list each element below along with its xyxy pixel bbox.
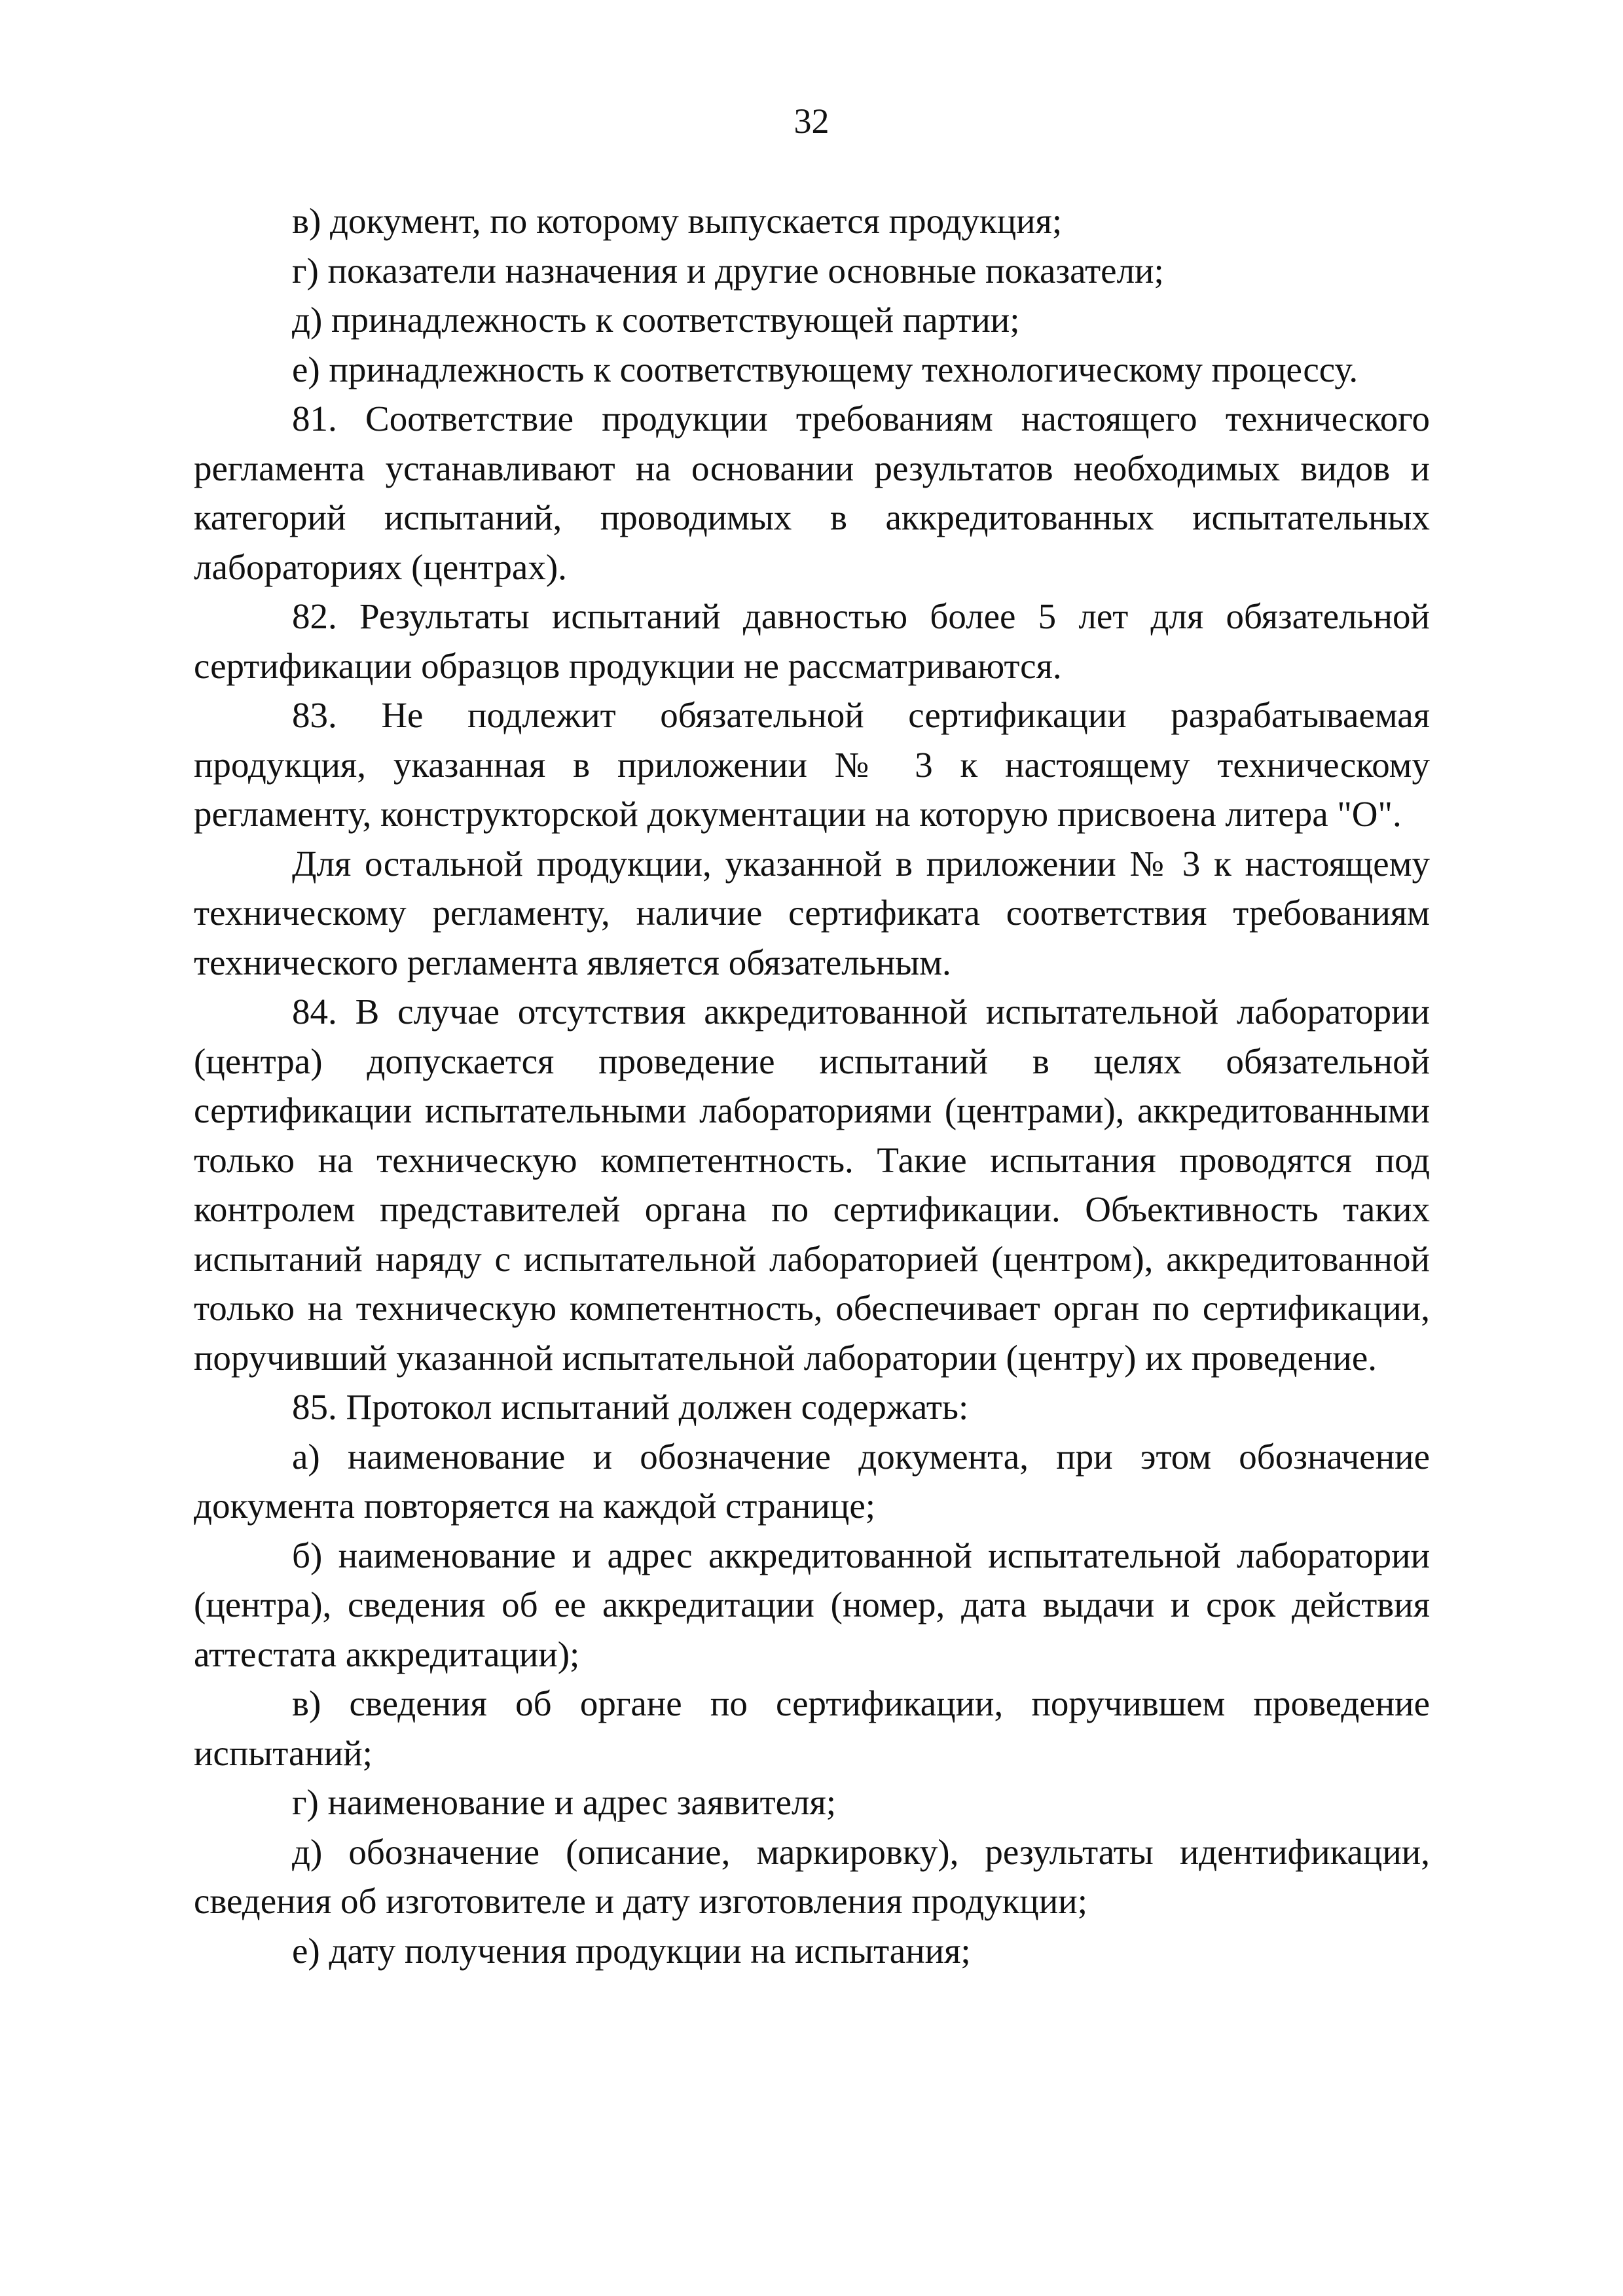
paragraph-85-item-g: г) наименование и адрес заявителя;	[292, 1782, 837, 1822]
paragraph-item-v: в) документ, по которому выпускается продукция;	[292, 201, 1063, 241]
paragraph-83-continuation: Для остальной продукции, указанной в приложении № 3 к настоящему техническому регламенту, наличие сертификата соответствия требованиям технического регламента является обязательным.	[194, 843, 1430, 982]
page-number: 32	[793, 101, 830, 141]
paragraph-item-g: г) показатели назначения и другие основные показатели;	[292, 250, 1164, 291]
paragraph-82: 82. Результаты испытаний давностью более 5 лет для обязательной сертификации образцов продукции не рассматриваются.	[194, 596, 1430, 686]
paragraph-85: 85. Протокол испытаний должен содержать:	[292, 1387, 969, 1427]
paragraph-item-d: д) принадлежность к соответствующей партии;	[292, 300, 1020, 340]
paragraph-item-e: е) принадлежность к соответствующему технологическому процессу.	[292, 349, 1359, 389]
paragraph-85-item-v: в) сведения об органе по сертификации, поручившем проведение испытаний;	[194, 1683, 1430, 1773]
paragraph-81: 81. Соответствие продукции требованиям настоящего технического регламента устанавливают на основании результатов необходимых видов и категорий испытаний, проводимых в аккредитованных испытательных лабораториях (центрах).	[194, 399, 1430, 587]
document-body	[194, 196, 1430, 1975]
paragraph-85-item-a: а) наименование и обозначение документа, при этом обозначение документа повторяется на каждой странице;	[194, 1436, 1430, 1526]
paragraph-83: 83. Не подлежит обязательной сертификации разрабатываемая продукция, указанная в приложении № 3 к настоящему техническому регламенту, конструкторской документации на которую присвоена литера "О".	[194, 695, 1430, 834]
paragraph-85-item-d: д) обозначение (описание, маркировку), результаты идентификации, сведения об изготовителе и дату изготовления продукции;	[194, 1831, 1430, 1921]
paragraph-84: 84. В случае отсутствия аккредитованной испытательной лаборатории (центра) допускается проведение испытаний в целях обязательной сертификации испытательными лабораториями (центрами), аккредитованными только на техническую компетентность. Такие испытания проводятся под контролем представителей органа по сертификации. Объективность таких испытаний наряду с испытательной лабораторией (центром), аккредитованной только на техническую компетентность, обеспечивает орган по сертификации, поручивший указанной испытательной лаборатории (центру) их проведение.	[194, 992, 1430, 1378]
paragraph-85-item-e: е) дату получения продукции на испытания;	[292, 1930, 971, 1971]
paragraph-85-item-b: б) наименование и адрес аккредитованной испытательной лаборатории (центра), сведения об ее аккредитации (номер, дата выдачи и срок действия аттестата аккредитации);	[194, 1535, 1430, 1674]
